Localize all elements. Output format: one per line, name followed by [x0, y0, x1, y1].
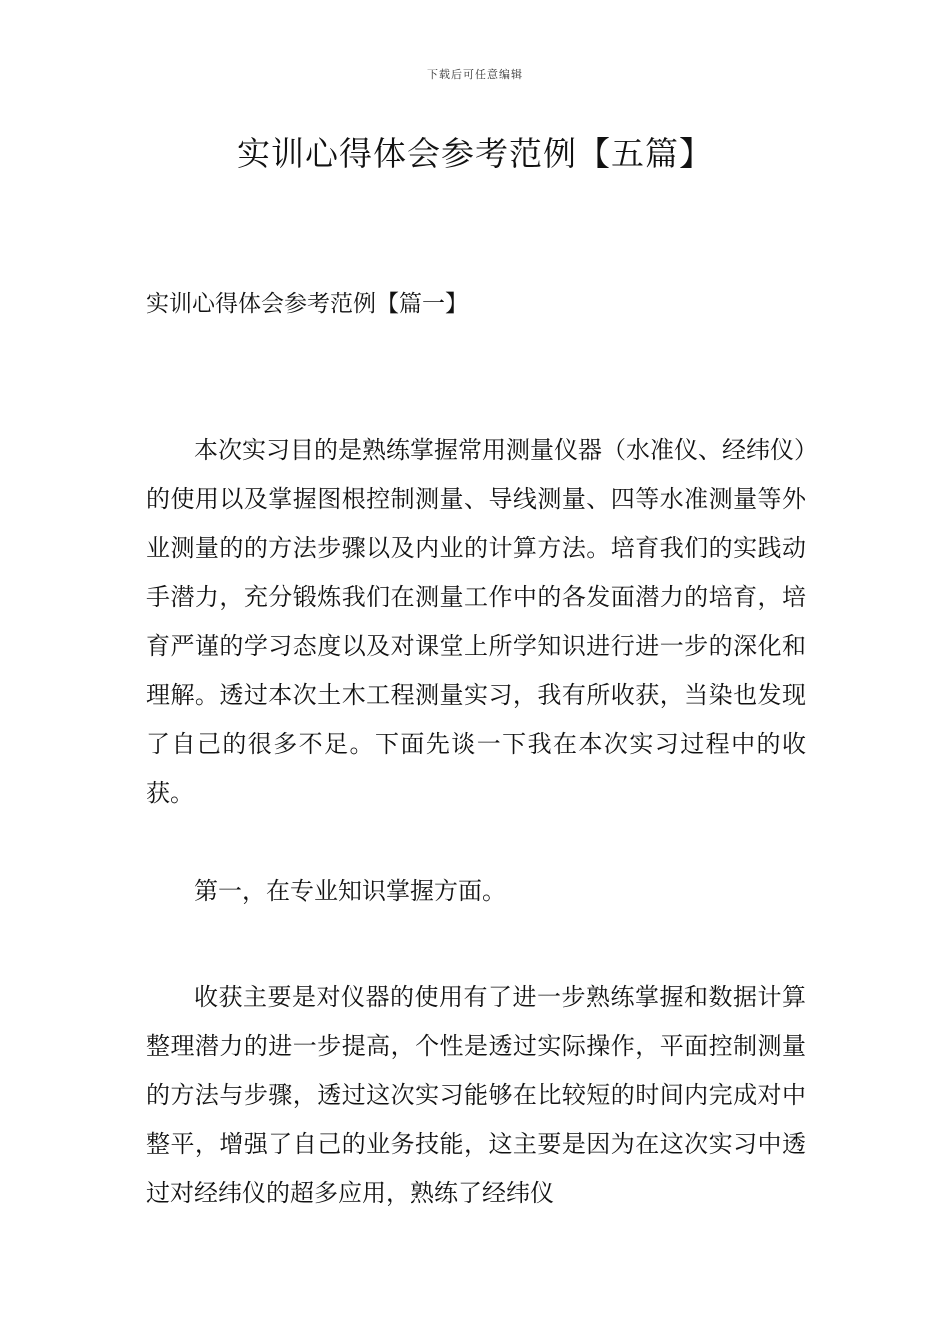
paragraph-intro: 本次实习目的是熟练掌握常用测量仪器（水准仪、经纬仪）的使用以及掌握图根控制测量、导线测量、四等水准测量等外业测量的的方法步骤以及内业的计算方法。培育我们的实践动手潜力，充分锻炼我们在测量工作中的各发面潜力的培育，培育严谨的学习态度以及对课堂上所学知识进行进一步的深化和理解。透过本次土木工程测量实习，我有所收获，当染也发现了自己的很多不足。下面先谈一下我在本次实习过程中的收获。 [146, 436, 806, 807]
document-title: 实训心得体会参考范例【五篇】 [237, 134, 713, 173]
paragraph-gains: 收获主要是对仪器的使用有了进一步熟练掌握和数据计算整理潜力的进一步提高，个性是透过实际操作，平面控制测量的方法与步骤，透过这次实习能够在比较短的时间内完成对中整平，增强了自己的业务技能，这主要是因为在这次实习中透过对经纬仪的超多应用，熟练了经纬仪 [146, 983, 806, 1207]
section-heading: 实训心得体会参考范例【篇一】 [146, 291, 468, 317]
header-note: 下载后可任意编辑 [427, 68, 523, 81]
paragraph-point-one: 第一，在专业知识掌握方面。 [194, 877, 506, 905]
